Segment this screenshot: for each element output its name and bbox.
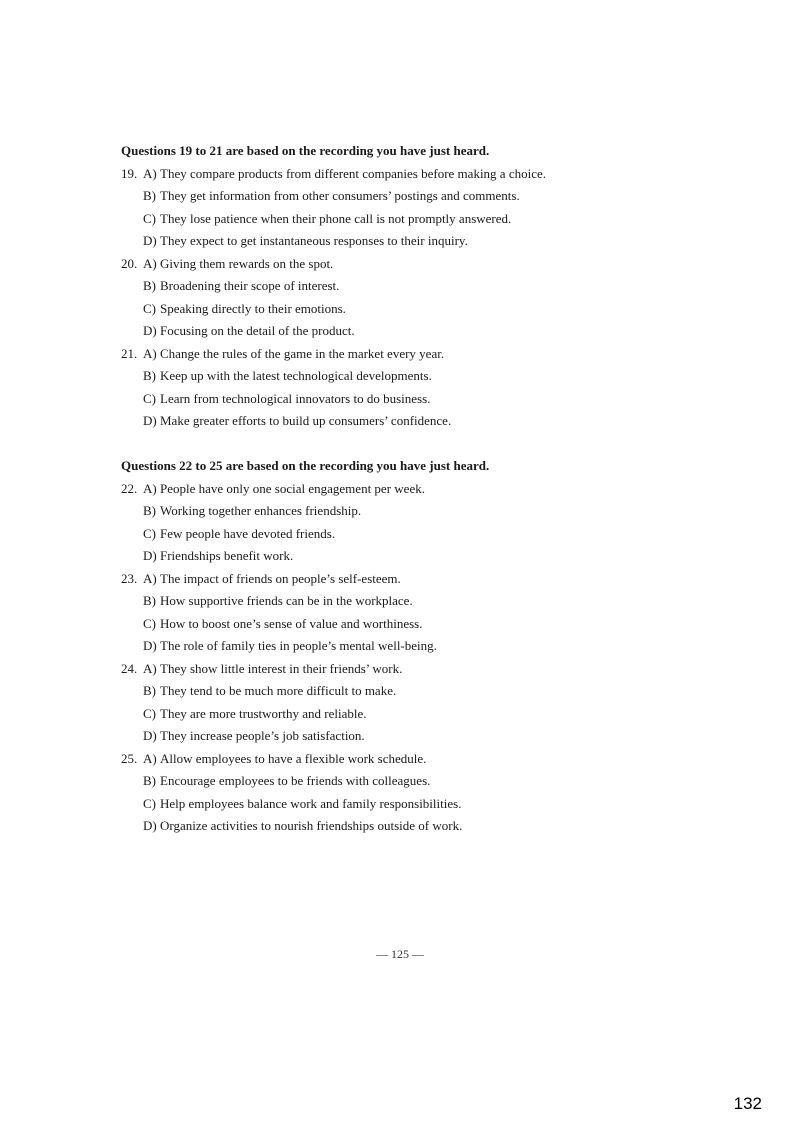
option-letter: B) bbox=[143, 773, 156, 788]
option-text: They lose patience when their phone call is not promptly answered. bbox=[160, 210, 512, 226]
option-letter: B) bbox=[143, 503, 156, 518]
option-text: How supportive friends can be in the workplace. bbox=[160, 593, 413, 608]
question-group bbox=[121, 455, 741, 838]
group-header: Questions 22 to 25 are based on the recording you have just heard. bbox=[121, 458, 490, 473]
option-text: Change the rules of the game in the market every year. bbox=[160, 345, 445, 361]
option-text: They are more trustworthy and reliable. bbox=[160, 705, 367, 721]
option-letter: B) bbox=[143, 593, 156, 608]
option-b bbox=[121, 275, 741, 298]
option-text: Organize activities to nourish friendships outside of work. bbox=[160, 818, 463, 833]
option-c bbox=[121, 613, 741, 636]
option-a bbox=[121, 478, 741, 501]
option-letter: B) bbox=[143, 278, 156, 293]
option-a bbox=[121, 343, 741, 366]
exam-content bbox=[121, 140, 741, 838]
option-text: Help employees balance work and family responsibilities. bbox=[160, 795, 462, 811]
question-24 bbox=[121, 658, 741, 748]
option-c bbox=[121, 298, 741, 321]
option-letter: C) bbox=[143, 615, 156, 631]
question-19 bbox=[121, 163, 741, 253]
option-text: Allow employees to have a flexible work schedule. bbox=[160, 750, 427, 766]
question-number: 20. bbox=[121, 255, 138, 271]
option-letter: A) bbox=[143, 660, 157, 676]
option-d bbox=[121, 725, 741, 748]
question-number: 25. bbox=[121, 750, 138, 766]
option-letter: A) bbox=[143, 345, 157, 361]
question-21 bbox=[121, 343, 741, 433]
option-c bbox=[121, 523, 741, 546]
option-d bbox=[121, 545, 741, 568]
option-b bbox=[121, 680, 741, 703]
option-text: Working together enhances friendship. bbox=[160, 503, 362, 518]
option-letter: D) bbox=[143, 323, 157, 338]
option-text: Few people have devoted friends. bbox=[160, 525, 336, 541]
option-text: Learn from technological innovators to do business. bbox=[160, 390, 431, 406]
question-23 bbox=[121, 568, 741, 658]
option-a bbox=[121, 568, 741, 591]
option-letter: D) bbox=[143, 728, 157, 743]
question-20 bbox=[121, 253, 741, 343]
option-b bbox=[121, 590, 741, 613]
option-d bbox=[121, 635, 741, 658]
option-text: They tend to be much more difficult to make. bbox=[160, 683, 397, 698]
option-text: Speaking directly to their emotions. bbox=[160, 300, 346, 316]
question-number: 24. bbox=[121, 660, 138, 676]
option-text: The impact of friends on people’s self-esteem. bbox=[160, 570, 401, 586]
option-letter: B) bbox=[143, 188, 156, 203]
option-letter: D) bbox=[143, 233, 157, 248]
option-text: Keep up with the latest technological developments. bbox=[160, 368, 432, 383]
option-text: They expect to get instantaneous responses to their inquiry. bbox=[160, 233, 468, 248]
option-letter: C) bbox=[143, 525, 156, 541]
option-a bbox=[121, 658, 741, 681]
option-text: They get information from other consumers’ postings and comments. bbox=[160, 188, 520, 203]
option-d bbox=[121, 815, 741, 838]
option-text: How to boost one’s sense of value and worthiness. bbox=[160, 615, 423, 631]
option-letter: C) bbox=[143, 795, 156, 811]
question-22 bbox=[121, 478, 741, 568]
question-number: 23. bbox=[121, 570, 138, 586]
option-text: The role of family ties in people’s mental well-being. bbox=[160, 638, 437, 653]
option-letter: C) bbox=[143, 300, 156, 316]
option-text: Encourage employees to be friends with colleagues. bbox=[160, 773, 431, 788]
option-a bbox=[121, 163, 741, 186]
option-letter: B) bbox=[143, 683, 156, 698]
option-letter: D) bbox=[143, 548, 157, 563]
option-letter: C) bbox=[143, 210, 156, 226]
option-text: Giving them rewards on the spot. bbox=[160, 255, 334, 271]
option-text: They increase people’s job satisfaction. bbox=[160, 728, 365, 743]
option-text: Make greater efforts to build up consumers’ confidence. bbox=[160, 413, 452, 428]
option-b bbox=[121, 365, 741, 388]
group-header: Questions 19 to 21 are based on the recording you have just heard. bbox=[121, 143, 490, 158]
option-b bbox=[121, 770, 741, 793]
option-a bbox=[121, 253, 741, 276]
option-letter: D) bbox=[143, 638, 157, 653]
option-letter: A) bbox=[143, 255, 157, 271]
option-letter: D) bbox=[143, 818, 157, 833]
question-25 bbox=[121, 748, 741, 838]
option-text: Friendships benefit work. bbox=[160, 548, 294, 563]
option-text: Broadening their scope of interest. bbox=[160, 278, 340, 293]
option-d bbox=[121, 410, 741, 433]
option-letter: A) bbox=[143, 750, 157, 766]
option-text: They compare products from different companies before making a choice. bbox=[160, 165, 546, 181]
question-number: 21. bbox=[121, 345, 138, 361]
option-c bbox=[121, 793, 741, 816]
option-b bbox=[121, 500, 741, 523]
option-text: Focusing on the detail of the product. bbox=[160, 323, 355, 338]
option-c bbox=[121, 388, 741, 411]
option-c bbox=[121, 208, 741, 231]
option-d bbox=[121, 230, 741, 253]
option-d bbox=[121, 320, 741, 343]
option-letter: A) bbox=[143, 165, 157, 181]
option-letter: C) bbox=[143, 705, 156, 721]
option-letter: C) bbox=[143, 390, 156, 406]
corner-page-number: 132 bbox=[733, 1094, 762, 1113]
option-letter: B) bbox=[143, 368, 156, 383]
option-b bbox=[121, 185, 741, 208]
option-a bbox=[121, 748, 741, 771]
option-c bbox=[121, 703, 741, 726]
option-letter: A) bbox=[143, 570, 157, 586]
page-number: — 125 — bbox=[376, 947, 424, 961]
option-letter: A) bbox=[143, 480, 157, 496]
group-spacer bbox=[121, 433, 741, 456]
question-number: 22. bbox=[121, 480, 138, 496]
option-text: People have only one social engagement per week. bbox=[160, 480, 425, 496]
question-number: 19. bbox=[121, 165, 138, 181]
option-text: They show little interest in their friends’ work. bbox=[160, 660, 403, 676]
question-group bbox=[121, 140, 741, 433]
option-letter: D) bbox=[143, 413, 157, 428]
